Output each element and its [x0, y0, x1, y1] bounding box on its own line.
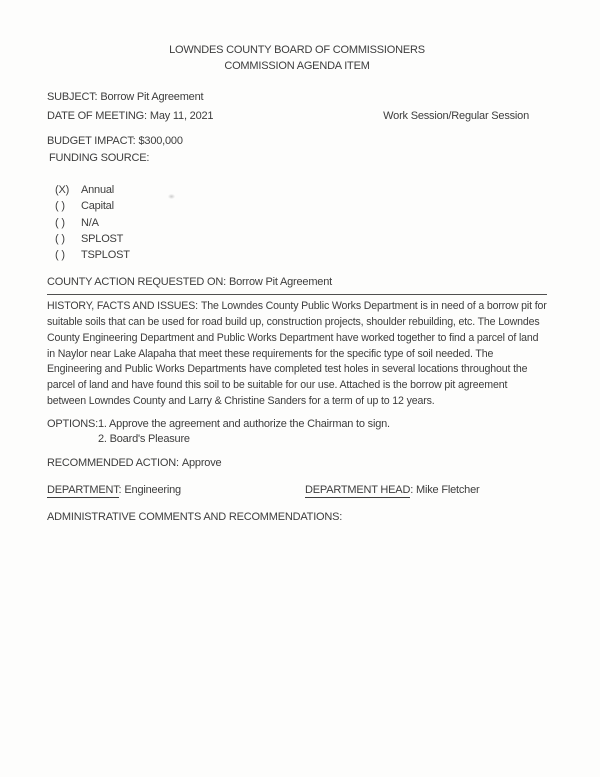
department-colon: :	[118, 484, 122, 497]
options-items	[98, 417, 390, 446]
department-label: DEPARTMENT	[47, 484, 119, 497]
budget-impact-row	[47, 135, 547, 148]
checkbox-mark-checked: (X)	[55, 184, 70, 196]
county-action-label: COUNTY ACTION REQUESTED ON:	[47, 276, 226, 289]
subject-value: Borrow Pit Agreement	[100, 91, 204, 103]
subject-row	[47, 91, 547, 104]
recommended-label: RECOMMENDED ACTION:	[47, 457, 179, 470]
history-label: HISTORY, FACTS AND ISSUES:	[47, 300, 198, 313]
department-row	[47, 484, 547, 496]
history-text: The Lowndes County Public Works Department is in need of a borrow pit for suitable soils that can be used for road build up, construction projects, shoulder rebuilding, etc. The Lowndes County Engineering Department and Public Works Department have worked together to find a parcel of land in Naylor near Lake Alapaha that meet these requirements for the specific type of soil needed. The Engineering and Public Works Departments have completed test holes in several locations throughout the parcel of land and have found this soil to be suitable for our use. Attached is the borrow pit agreement between Lowndes County and Larry & Christine Sanders for a term of up to 12 years.	[47, 300, 547, 407]
options-label: OPTIONS:	[47, 418, 98, 431]
checkbox-mark-unchecked: ( )	[55, 200, 65, 213]
county-action-value: Borrow Pit Agreement	[228, 276, 332, 289]
funding-label: FUNDING SOURCE:	[49, 152, 150, 164]
funding-options-list	[47, 182, 547, 263]
funding-option-label: N/A	[81, 216, 99, 229]
county-action-row	[47, 276, 547, 295]
document-title-line1: LOWNDES COUNTY BOARD OF COMMISSIONERS	[169, 44, 425, 56]
department-head-value: Mike Fletcher	[416, 484, 480, 497]
recommended-value: Approve	[181, 457, 222, 470]
checkbox-mark-unchecked: ( )	[55, 249, 65, 262]
funding-option-na	[55, 215, 547, 231]
option-item-2: 2. Board's Pleasure	[98, 432, 190, 445]
funding-option-tsplost	[55, 247, 547, 263]
history-facts-issues-paragraph	[47, 299, 547, 409]
checkbox-mark-unchecked: ( )	[55, 232, 65, 245]
options-section	[47, 417, 547, 446]
department-head-label: DEPARTMENT HEAD	[305, 484, 411, 497]
admin-comments-label: ADMINISTRATIVE COMMENTS AND RECOMMENDATIONS:	[47, 511, 343, 524]
document-header	[47, 42, 547, 74]
recommended-action-row	[47, 457, 547, 470]
session-type: Work Session/Regular Session	[383, 110, 529, 122]
funding-option-label: Annual	[81, 184, 115, 196]
subject-label: SUBJECT:	[47, 91, 98, 103]
funding-option-label: TSPLOST	[81, 249, 130, 262]
funding-source-row	[47, 152, 547, 165]
funding-option-label: SPLOST	[81, 232, 124, 245]
administrative-comments-row	[47, 511, 547, 524]
date-value: May 11, 2021	[149, 110, 214, 122]
funding-option-label: Capital	[81, 200, 114, 213]
funding-option-capital	[55, 198, 547, 214]
department-head-colon: :	[410, 484, 414, 497]
budget-value: $300,000	[138, 135, 183, 147]
date-label: DATE OF MEETING:	[47, 110, 147, 122]
date-row	[47, 110, 547, 123]
funding-option-annual	[55, 182, 547, 198]
scan-artifact-mark	[168, 194, 175, 199]
date-of-meeting	[47, 110, 213, 123]
checkbox-mark-unchecked: ( )	[55, 216, 65, 229]
funding-option-splost	[55, 231, 547, 247]
department-value: Engineering	[124, 484, 181, 497]
option-item-1: 1. Approve the agreement and authorize the Chairman to sign.	[98, 418, 390, 431]
department-field	[47, 484, 305, 496]
department-head-field	[305, 484, 479, 496]
budget-label: BUDGET IMPACT:	[47, 135, 136, 147]
document-title-line2: COMMISSION AGENDA ITEM	[224, 60, 370, 72]
